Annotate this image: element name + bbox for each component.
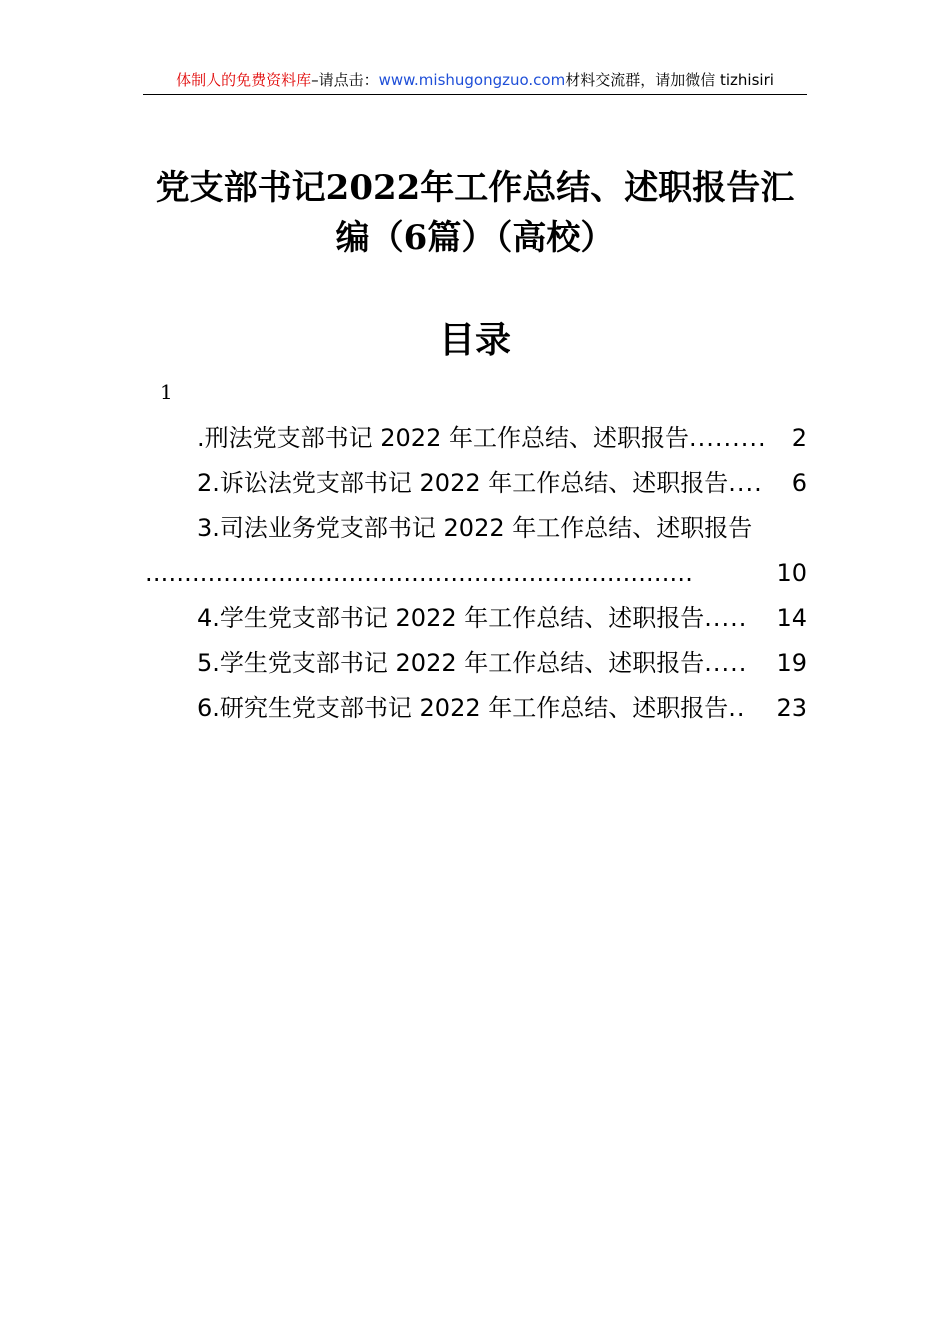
toc-entry-page: 14 — [776, 604, 807, 632]
toc-entry-text: 6.研究生党支部书记 2022 年工作总结、述职报告.. — [197, 694, 746, 722]
toc-entry-1[interactable] — [145, 418, 807, 463]
toc-entry-text: 3.司法业务党支部书记 2022 年工作总结、述职报告 — [197, 514, 753, 542]
toc-entry-page: 10 — [776, 559, 807, 587]
title-line-1: 党支部书记2022年工作总结、述职报告汇 — [155, 168, 795, 208]
page-header — [143, 68, 807, 95]
toc-entry-2[interactable] — [145, 463, 807, 508]
toc-entry-3-continuation[interactable] — [145, 553, 807, 598]
toc-entry-page: 23 — [776, 694, 807, 722]
toc-entry-text: 2.诉讼法党支部书记 2022 年工作总结、述职报告.... — [197, 469, 763, 497]
toc-heading: 目录 — [438, 319, 511, 361]
toc-list — [145, 418, 807, 733]
toc-entry-4[interactable] — [145, 598, 807, 643]
header-prompt: –请点击： — [311, 71, 379, 89]
toc-first-number: 1 — [160, 380, 173, 404]
toc-entry-text: 4.学生党支部书记 2022 年工作总结、述职报告..... — [197, 604, 748, 632]
toc-entry-page: 2 — [791, 424, 807, 452]
toc-entry-3[interactable] — [145, 508, 807, 553]
header-url-link[interactable]: www.mishugongzuo.com — [378, 71, 566, 89]
toc-entry-text: .刑法党支部书记 2022 年工作总结、述职报告......... — [197, 424, 767, 452]
title-line-2: 编（6篇）（高校） — [335, 218, 615, 258]
document-title — [140, 163, 810, 263]
header-note: 材料交流群，请加微信 tizhisiri — [565, 71, 774, 89]
toc-entry-text: 5.学生党支部书记 2022 年工作总结、述职报告..... — [197, 649, 748, 677]
toc-entry-6[interactable] — [145, 688, 807, 733]
toc-entry-page: 19 — [776, 649, 807, 677]
toc-entry-leader-dots: ...................................................................... — [145, 559, 694, 587]
toc-entry-5[interactable] — [145, 643, 807, 688]
header-site-name: 体制人的免费资料库 — [176, 71, 312, 89]
toc-entry-page: 6 — [791, 469, 807, 497]
